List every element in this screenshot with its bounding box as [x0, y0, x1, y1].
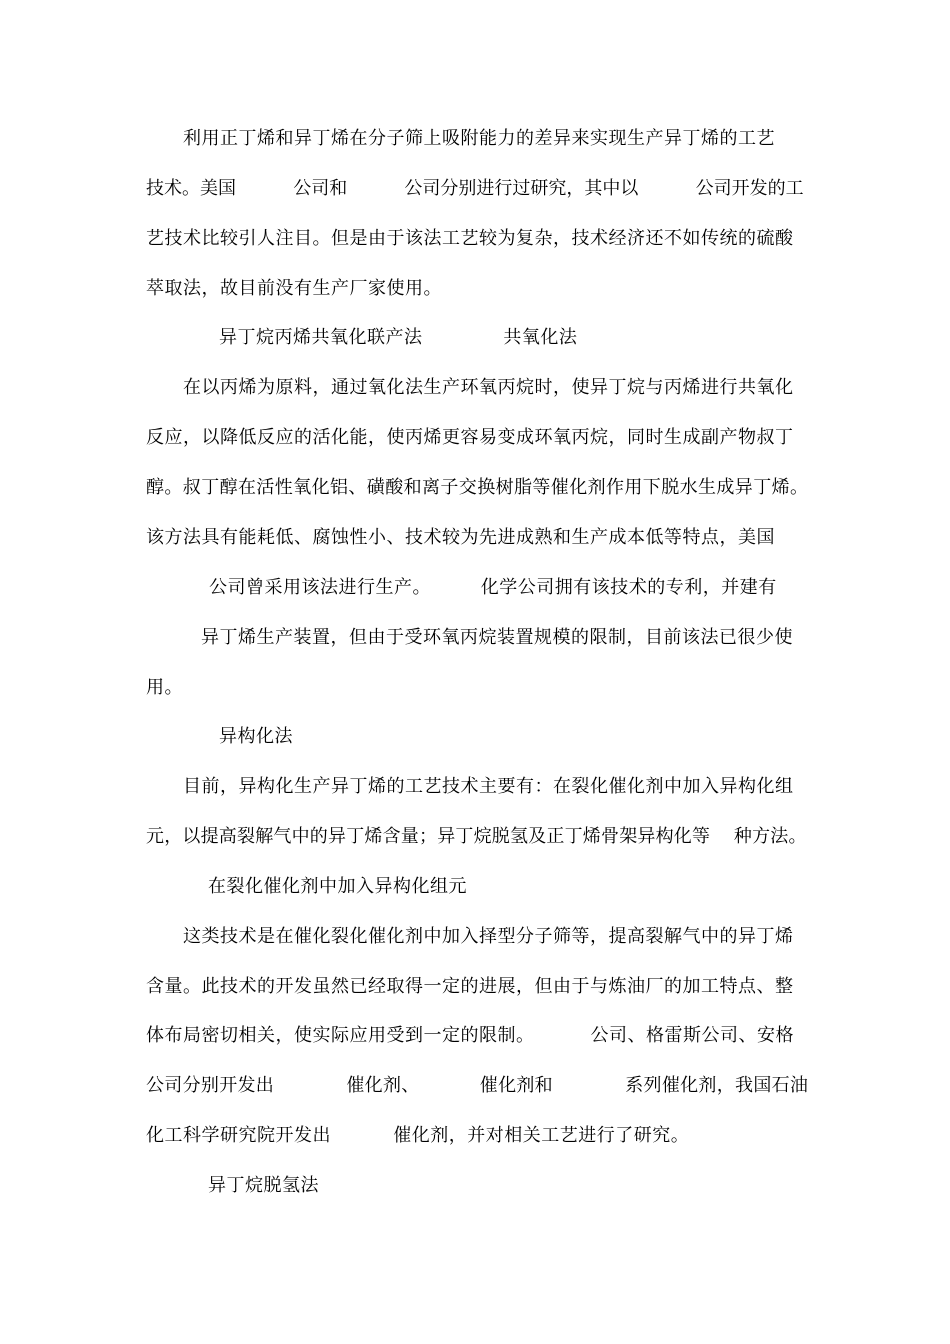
text-line: 这类技术是在催化裂化催化剂中加入择型分子筛等，提高裂解气中的异丁烯	[183, 926, 794, 947]
section-heading: 异丁烷脱氢法	[208, 1175, 319, 1196]
section-heading: 在裂化催化剂中加入异构化组元	[208, 876, 467, 897]
text-line: 公司分别开发出 催化剂、 催化剂和 系列催化剂，我国石油	[146, 1075, 809, 1096]
text-line: 异丁烯生产装置，但由于受环氧丙烷装置规模的限制，目前该法已很少使	[201, 627, 793, 648]
section-heading: 异丁烷丙烯共氧化联产法 共氧化法	[219, 327, 578, 348]
text-line: 元，以提高裂解气中的异丁烯含量；异丁烷脱氢及正丁烯骨架异构化等 种方法。	[146, 826, 807, 847]
text-line: 该方法具有能耗低、腐蚀性小、技术较为先进成熟和生产成本低等特点，美国	[146, 527, 775, 548]
text-line: 含量。此技术的开发虽然已经取得一定的进展，但由于与炼油厂的加工特点、整	[146, 976, 794, 997]
text-line: 目前，异构化生产异丁烯的工艺技术主要有：在裂化催化剂中加入异构化组	[183, 776, 794, 797]
text-line: 用。	[146, 677, 183, 698]
text-line: 公司曾采用该法进行生产。 化学公司拥有该技术的专利，并建有	[209, 577, 777, 598]
text-line: 利用正丁烯和异丁烯在分子筛上吸附能力的差异来实现生产异丁烯的工艺	[183, 128, 775, 149]
text-line: 技术。美国 公司和 公司分别进行过研究，其中以 公司开发的工	[146, 178, 804, 199]
section-heading: 异构化法	[219, 726, 293, 747]
text-line: 反应，以降低反应的活化能，使丙烯更容易变成环氧丙烷，同时生成副产物叔丁	[146, 427, 794, 448]
text-line: 萃取法，故目前没有生产厂家使用。	[146, 278, 442, 299]
text-line: 化工科学研究院开发出 催化剂，并对相关工艺进行了研究。	[146, 1125, 690, 1146]
text-line: 醇。叔丁醇在活性氧化铝、磺酸和离子交换树脂等催化剂作用下脱水生成异丁烯。	[146, 477, 809, 498]
text-line: 体布局密切相关，使实际应用受到一定的限制。 公司、格雷斯公司、安格	[146, 1025, 794, 1046]
text-line: 在以丙烯为原料，通过氧化法生产环氧丙烷时，使异丁烷与丙烯进行共氧化	[183, 377, 794, 398]
text-line: 艺技术比较引人注目。但是由于该法工艺较为复杂，技术经济还不如传统的硫酸	[146, 228, 794, 249]
